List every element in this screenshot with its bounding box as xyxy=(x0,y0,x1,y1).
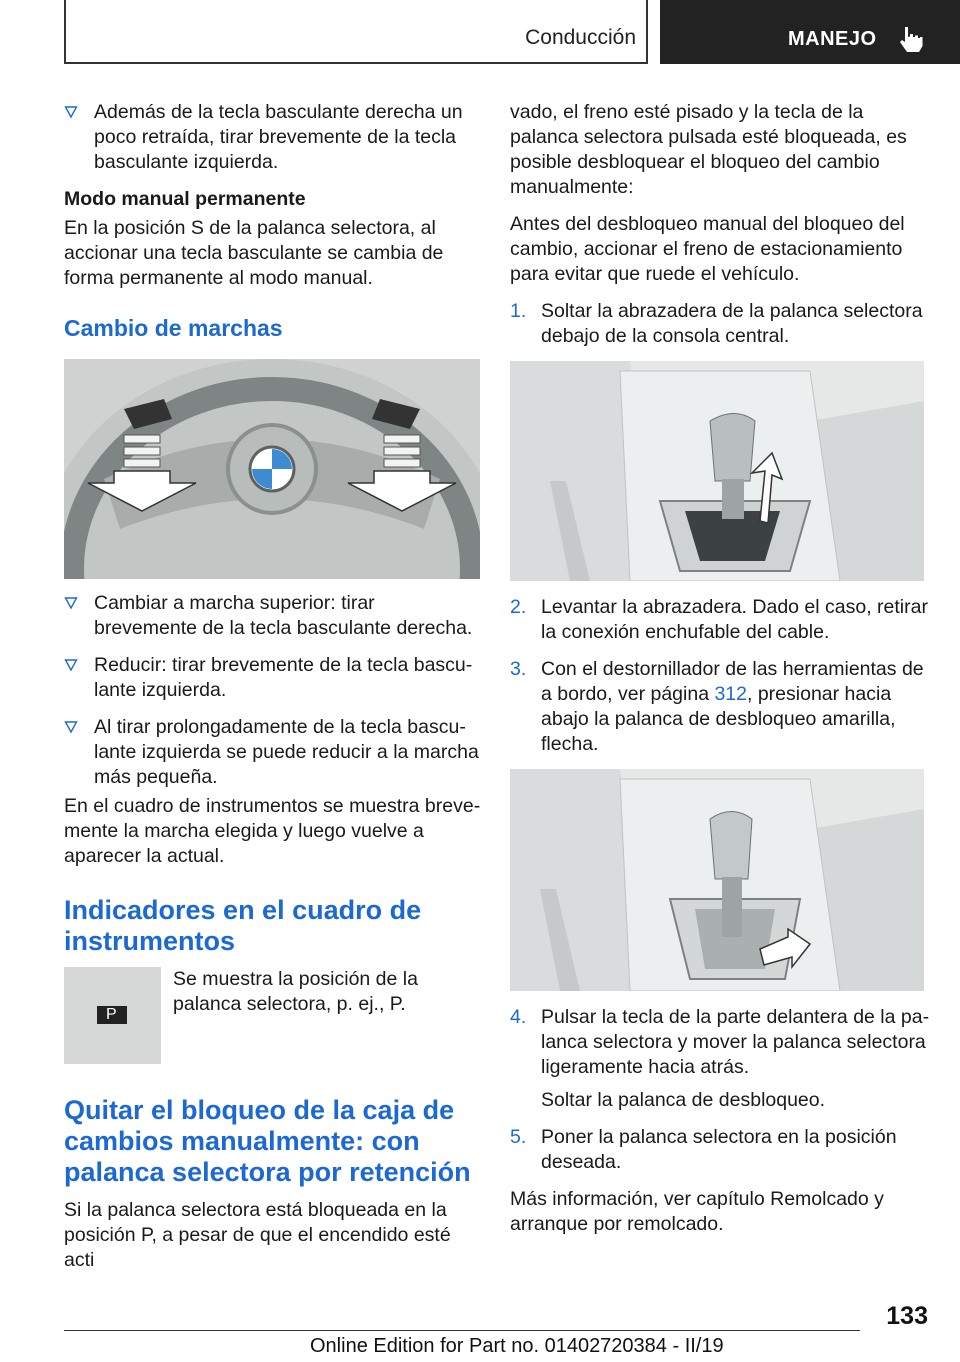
indicator-text: Se muestra la posición de la palanca selectora, p. ej., P. xyxy=(173,968,418,1015)
list-item-text: Cambiar a marcha superior: tirar brevemente de la tecla basculante derecha. xyxy=(94,592,473,639)
list-item-text: Reducir: tirar brevemente de la tecla basculante izquierda. xyxy=(94,654,473,701)
list-item-text: Además de la tecla basculante derecha un poco retraída, tirar brevemente de la tecla basculante izquierda. xyxy=(94,101,463,173)
triangle-bullet-icon xyxy=(64,658,78,672)
manual-mode-text: En la posición S de la palanca selectora, al accionar una tecla basculante se cambia de forma permanente al modo manual. xyxy=(64,217,444,289)
step-number: 2. xyxy=(510,596,527,618)
page-number: 133 xyxy=(886,1302,928,1330)
list-item-text: Al tirar prolongadamente de la tecla basculante izquierda se puede reducir a la marcha más pequeña. xyxy=(94,716,479,788)
triangle-bullet-icon xyxy=(64,105,78,119)
hand-pointer-icon xyxy=(896,24,926,54)
list-item xyxy=(64,591,482,641)
more-info-text: Más información, ver capítulo Remolcado y arranque por remolcado. xyxy=(510,1188,884,1235)
step-number: 4. xyxy=(510,1006,527,1028)
step-text: Pulsar la tecla de la parte delantera de la palanca selectora y mover la palanca selectora ligeramente hacia atrás. xyxy=(541,1006,930,1078)
list-item xyxy=(64,715,482,790)
step-item xyxy=(510,1125,930,1175)
header-section-box xyxy=(64,0,648,64)
shift-summary-text: En el cuadro de instrumentos se muestra brevemente la marcha elegida y luego vuelve a aparecer la actual. xyxy=(64,795,481,867)
indicator-letter: P xyxy=(106,1006,117,1023)
indicators-heading: Indicadores en el cuadro de instrumentos xyxy=(64,895,422,956)
step-sub-text: Soltar la palanca de desbloqueo. xyxy=(541,1089,826,1111)
before-unlock-text: Antes del desbloqueo manual del bloqueo del cambio, accionar el freno de estacionamiento para evitar que ruede el vehículo. xyxy=(510,213,905,285)
step-text-a: Con el destornillador de las herramientas de a bordo, ver página xyxy=(541,658,924,705)
step-text: Poner la palanca selectora en la posición deseada. xyxy=(541,1126,897,1173)
step-item xyxy=(510,299,930,349)
step-number: 3. xyxy=(510,658,527,680)
chapter-tab[interactable] xyxy=(660,0,960,64)
section-title: Conducción xyxy=(525,26,636,49)
step-item xyxy=(510,595,930,645)
left-column xyxy=(64,100,482,1273)
manual-mode-title: Modo manual permanente xyxy=(64,188,306,210)
indicator-display xyxy=(97,1006,127,1024)
list-item xyxy=(64,100,482,175)
list-item xyxy=(64,653,482,703)
triangle-bullet-icon xyxy=(64,720,78,734)
footer-divider xyxy=(64,1330,860,1331)
unlock-heading: Quitar el bloqueo de la caja de cambios manualmente: con palanca selectora por retención xyxy=(64,1095,471,1187)
shift-heading: Cambio de marchas xyxy=(64,315,283,341)
edition-text: Online Edition for Part no. 01402720384 - II/19 xyxy=(310,1335,724,1357)
chapter-title: MANEJO xyxy=(788,28,877,50)
step-text: Levantar la abrazadera. Dado el caso, retirar la conexión enchufable del cable. xyxy=(541,596,928,643)
step-item xyxy=(510,1005,930,1080)
gear-indicator-symbol xyxy=(64,967,161,1064)
unlock-text: Si la palanca selectora está bloqueada en la posición P, a pesar de que el encendido esté acti xyxy=(64,1199,451,1271)
page-link[interactable]: 312 xyxy=(714,683,747,705)
step-text: Soltar la abrazadera de la palanca selectora debajo de la consola central. xyxy=(541,300,923,347)
indicator-block xyxy=(64,967,482,1071)
step-text-b: , presionar hacia abajo la palanca de desbloqueo amarilla, flecha. xyxy=(541,683,896,755)
step-number: 1. xyxy=(510,300,527,322)
triangle-bullet-icon xyxy=(64,596,78,610)
console-image-1 xyxy=(510,361,924,581)
step-number: 5. xyxy=(510,1126,527,1148)
step-item xyxy=(510,657,930,757)
continued-text: vado, el freno esté pisado y la tecla de la palanca selectora pulsada esté bloqueada, es posible desbloquear el bloqueo del cambio manualmente: xyxy=(510,101,907,198)
right-column xyxy=(510,100,930,1249)
steering-wheel-image xyxy=(64,359,480,579)
step-text xyxy=(541,657,930,757)
console-image-2 xyxy=(510,769,924,991)
